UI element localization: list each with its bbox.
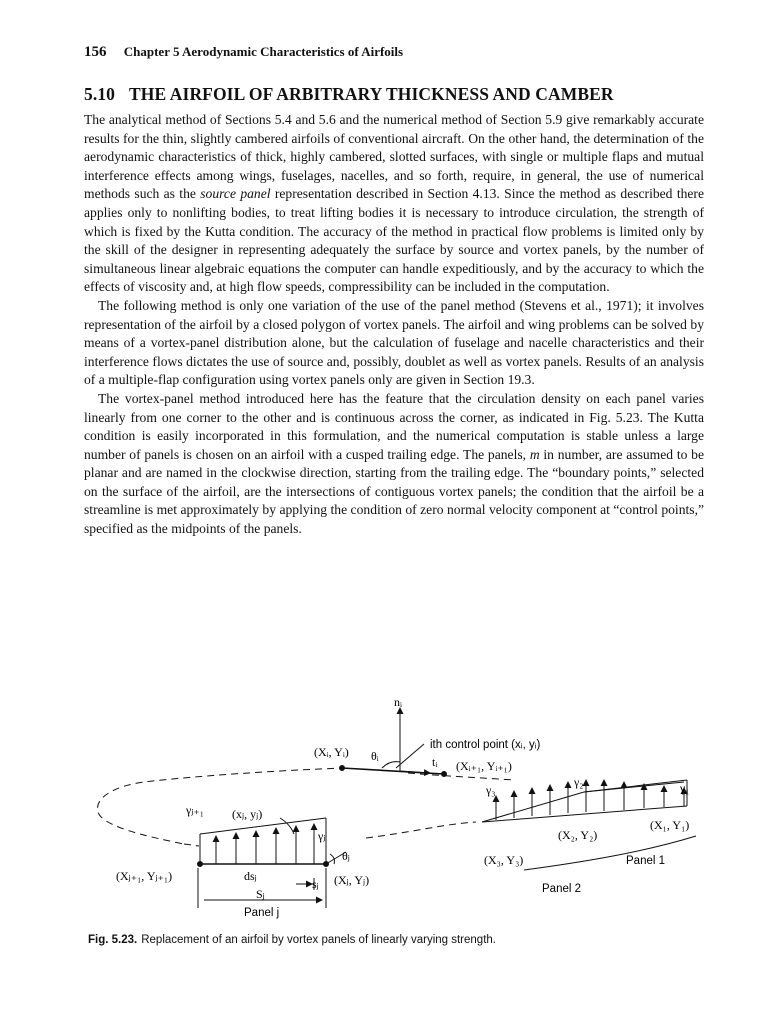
label-gamma-j1: γⱼ₊₁ xyxy=(186,803,204,817)
label-panel-1: Panel 1 xyxy=(626,855,666,867)
airfoil-outline-upper xyxy=(97,768,346,844)
paragraph-1: The analytical method of Sections 5.4 and 5.6 and the numerical method of Section 5.9 give remarkably accurate results for the thin, slightly cambered airfoils of conventional aircraft. On the other hand, the determination of the aerodynamic characteristics of thick, highly cambered, slotted surfaces, with single or multiple flaps and mutual interference effects among wings, fuselages, nacelles, and so forth, require, in general, the use of numerical methods such as the source panel representation described in Section 4.13. Since the method as described there applies only to nonlifting bodies, to treat lifting bodies it is necessary to introduce circulation, the strength of which is fixed by the Kutta condition. The accuracy of the method in practical flow problems is limited only by the skill of the designer in representing adequately the surface by source and vortex panels, by the number of simultaneous linear algebraic equations the computer can handle expeditiously, and by the accuracy to which the effects of viscosity and, at high flow speeds, compressibility can be included in the computation. xyxy=(84,112,704,295)
label-ti: tᵢ xyxy=(432,755,438,769)
body-text xyxy=(84,111,704,539)
label-Sj: Sⱼ xyxy=(256,887,265,901)
label-xjyj: (xⱼ, yⱼ) xyxy=(232,807,263,821)
paragraph-2: The following method is only one variation of the use of the panel method (Stevens et al., 1971); it involves representation of the airfoil by a closed polygon of vortex panels. The airfoil and wing problems can be solved by means of a vortex-panel distribution alone, but the calculation of fuselage and nacelle characteristics and their interference flows dictates the use of source and, possibly, doublet as well as vortex panels. Results of an analysis of a multiple-flap configuration using vortex panels only are given in Section 19.3. xyxy=(84,297,704,388)
page-number: 156 xyxy=(84,44,107,60)
label-XiYi: (Xᵢ, Yᵢ) xyxy=(314,745,349,759)
label-panel-j: Panel j xyxy=(244,907,280,919)
running-head xyxy=(84,44,704,62)
label-ni: nᵢ xyxy=(394,695,402,709)
airfoil-outline-lower-left xyxy=(184,844,199,846)
airfoil-outline-upper-right xyxy=(408,773,514,780)
label-dsj: dsⱼ xyxy=(244,869,257,883)
chapter-title: Chapter 5 Aerodynamic Characteristics of Airfoils xyxy=(123,44,404,59)
figure-caption xyxy=(88,934,496,946)
caption-text: Replacement of an airfoil by vortex panels of linearly varying strength. xyxy=(141,934,496,946)
label-Xi1Yi1: (Xᵢ₊₁, Yᵢ₊₁) xyxy=(456,759,512,773)
label-X1Y1: (X₁, Y₁) xyxy=(650,818,690,832)
figure-vortex-panels xyxy=(84,694,704,944)
label-theta-j: θⱼ xyxy=(342,849,350,863)
label-gamma2: γ₂ xyxy=(574,775,584,789)
section-heading xyxy=(84,84,704,105)
page-content xyxy=(84,44,704,539)
airfoil-panel-diagram xyxy=(84,694,704,944)
label-panel-2: Panel 2 xyxy=(542,883,582,895)
label-XjYj: (Xⱼ, Yⱼ) xyxy=(334,873,370,887)
label-gamma-j: γⱼ xyxy=(318,829,326,843)
label-theta-i: θᵢ xyxy=(371,749,379,763)
figure-labels xyxy=(116,695,690,919)
paragraph-3: The vortex-panel method introduced here has the feature that the circulation density on each panel varies linearly from one corner to the other and is continuous across the corner, as indicated in Fig. 5.23. The Kutta condition is easily incorporated in this formulation, and the numerical computation is stable unless a large number of panels is chosen on an airfoil with a cusped trailing edge. The panels, m in number, are assumed to be planar and are named in the clockwise direction, starting from the trailing edge. The “boundary points,” selected on the surface of the airfoil, are the intersections of contiguous vortex panels; the condition that the airfoil be a streamline is met approximately by applying the condition of zero normal velocity component at “control points,” specified as the midpoints of the panels. xyxy=(84,390,705,537)
label-gamma1: γ₁ xyxy=(680,781,690,795)
label-Xj1Yj1: (Xⱼ₊₁, Yⱼ₊₁) xyxy=(116,869,173,883)
label-X2Y2: (X₂, Y₂) xyxy=(558,828,598,842)
label-sj: sⱼ xyxy=(312,877,319,891)
section-number: 5.10 xyxy=(84,84,116,104)
label-control-point: ith control point (xᵢ, yᵢ) xyxy=(430,739,541,751)
airfoil-outline-lower-right xyxy=(366,822,476,838)
label-X3Y3: (X₃, Y₃) xyxy=(484,853,524,867)
label-gamma3: γ₃ xyxy=(486,783,496,797)
section-title: THE AIRFOIL OF ARBITRARY THICKNESS AND CAMBER xyxy=(129,84,614,104)
caption-label: Fig. 5.23. xyxy=(88,934,138,946)
